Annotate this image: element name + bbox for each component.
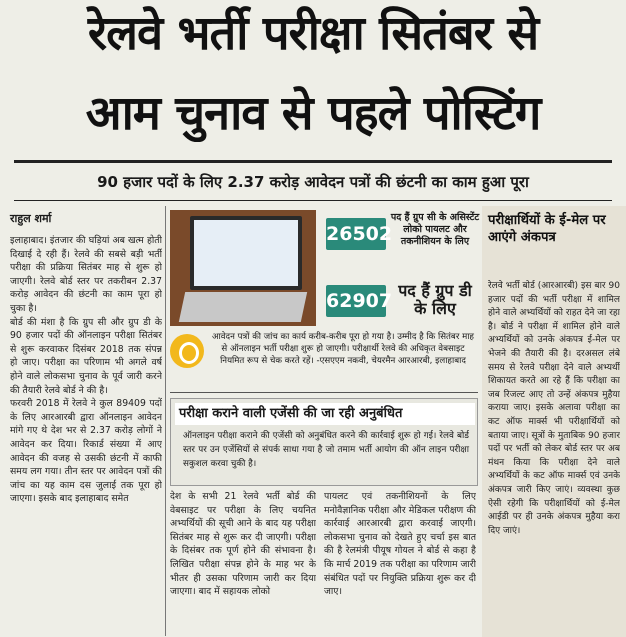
headline-line-2: आम चुनाव से पहले पोस्टिंग [85,86,541,141]
quote-caption: आवेदन पत्रों की जांच का कार्य करीब-करीब पूरा हो गया है। उम्मीद है कि सितंबर माह से ऑनलाइन भर्ती परीक्षा शुरू हो जाएगी। परीक्षार्थी रेलवे की अधिकृत वेबसाइट नियमित रूप से चेक करते रहें। -एसएएम नकवी, चेयरमैन आरआरबी, इलाहाबाद [212,332,474,366]
sidebar-text: रेलवे भर्ती बोर्ड (आरआरबी) इस बार 90 हजार पदों की भर्ती परीक्षा में शामिल होने वाले अभ्यर्थियों को राहत देने जा रहा है। बोर्ड ने परीक्षा में शामिल होने वाले अभ्यर्थियों को उनके अंकपत्र ई-मेल पर भेजने की तैयारी की है। दरअसल लंबे समय से रेलवे परीक्षा देने वाले अभ्यर्थी शिकायत करते आ रहे हैं कि परीक्षा का जब रिजल्ट आए तो उन्हें अंकपत्र मुहैया कराया जाए। इसके अलावा परीक्षा का कट ऑफ मार्क्स भी परीक्षार्थियों को बताया जाए। सूत्रों के मुताबिक 90 हजार पदों पर भर्ती को लेकर बोर्ड स्तर पर अब मंथन किया कि परीक्षा देने वाले अभ्यर्थियों के कट ऑफ मार्क्स एवं उनके अंकपत्र जारी किए जाएं। व्यवस्था कुछ ऐसी रहेगी कि परीक्षार्थियों को ई-मेल आईडी पर ही उनके अंकपत्र मुहैया करा दिए जाएं। [488,281,620,536]
headline-line-1: रेलवे भर्ती परीक्षा सितंबर से [87,6,539,61]
column-divider [165,206,166,636]
divider-top [14,160,612,163]
stat-number-group-c: 26502 [326,218,386,250]
article-column-1 [10,234,162,634]
article-column-2: देश के सभी 21 रेलवे भर्ती बोर्ड की वेबसाइट पर परीक्षा के लिए चयनित अभ्यर्थियों की सूची आने के बाद यह परीक्षा सितंबर माह से शुरू कर दी जाएगी। परीक्षा के दिसंबर तक पूर्ण होने की संभावना है। लिखित परीक्षा संपन्न होने के माह भर के भीतर ही उसका परिणाम जारी कर दिया जाएगा। बाद में सहायक लोको [170,491,316,598]
sidebar-title: परीक्षार्थियों के ई-मेल पर आएंगे अंकपत्र [488,213,606,245]
stat-label-group-c: पद हैं ग्रुप सी के असिस्टेंट लोको पायलट और तकनीशियन के लिए [390,212,480,247]
agency-box-text: ऑनलाइन परीक्षा कराने की एजेंसी को अनुबंधित करने की कार्रवाई शुरू हो गई। रेलवे बोर्ड स्तर पर उन एजेंसियों से संपर्क साधा गया है जो तमाम भर्ती आयोग की ऑन लाइन परीक्षा सकुशल करवा चुकी है। [183,431,469,469]
subheadline: 90 हजार पदों के लिए 2.37 करोड़ आवेदन पत्रों की छंटनी का काम हुआ पूरा [97,173,529,191]
stat-label-group-d: पद हैं ग्रुप डी के लिए [398,281,472,318]
rrb-logo-icon [170,334,204,368]
article-column-3: पायलट एवं तकनीशियनों के लिए मनोवैज्ञानिक परीक्षा और मेडिकल परीक्षण की कार्रवाई आरआरबी द्वारा करवाई जाएगी। लोकसभा चुनाव को देखते हुए चर्चा इस बात की है रेलमंत्री पीयूष गोयल ने बोर्ड से कहा है कि मार्च 2019 तक परीक्षा का परिणाम जारी संबंधित पदों पर नियुक्ति प्रक्रिया शुरू कर दी जाए। [324,491,476,598]
agency-box [170,398,478,486]
divider-sub [14,200,612,201]
paragraph: इलाहाबाद। इंतजार की घड़ियां अब खत्म होती दिखाई दे रही हैं। रेलवे की सबसे बड़ी भर्ती परीक्षा की प्रक्रिया सितंबर माह से शुरू हो जाएगी। रेलवे बोर्ड स्तर पर तकरीबन 2.37 करोड़ आवेदन की छंटनी का काम पूरा हो चुका है। [10,235,162,314]
stat-number-group-d: 62907 [326,285,386,317]
agency-box-title: परीक्षा कराने वाली एजेंसी की जा रही अनुबंधित [175,403,475,425]
byline: राहुल शर्मा [10,212,52,225]
divider-caption [170,392,478,393]
laptop-keyboard [179,292,307,322]
laptop-photo [170,210,316,326]
paragraph: फरवरी 2018 में रेलवे ने कुल 89409 पदों के लिए आरआरबी द्वारा ऑनलाइन आवेदन मांगे गए थे देश भर से 2.37 करोड़ लोगों ने आवेदन कर दिया। रिकार्ड संख्या में आए आवेदन की वजह से उसकी छंटनी में काफी समय लग गया। तीन स्तर पर आवेदन पत्रों की जांच का यह काम दस जुलाई तक पूरा हो जाएगा। इसके बाद इलाहाबाद समेत [10,398,162,505]
laptop-screen [190,216,302,290]
paragraph: बोर्ड की मंशा है कि ग्रुप सी और ग्रुप डी के 90 हजार पदों की ऑनलाइन परीक्षा सितंबर से शुरू करवाकर दिसंबर 2018 तक संपन्न हो जाए। परीक्षा का परिणाम भी अगले वर्ष होने वाले लोकसभा चुनाव के पूर्व जारी करने की तैयारी रेलवे बोर्ड ने की है। [10,316,162,396]
